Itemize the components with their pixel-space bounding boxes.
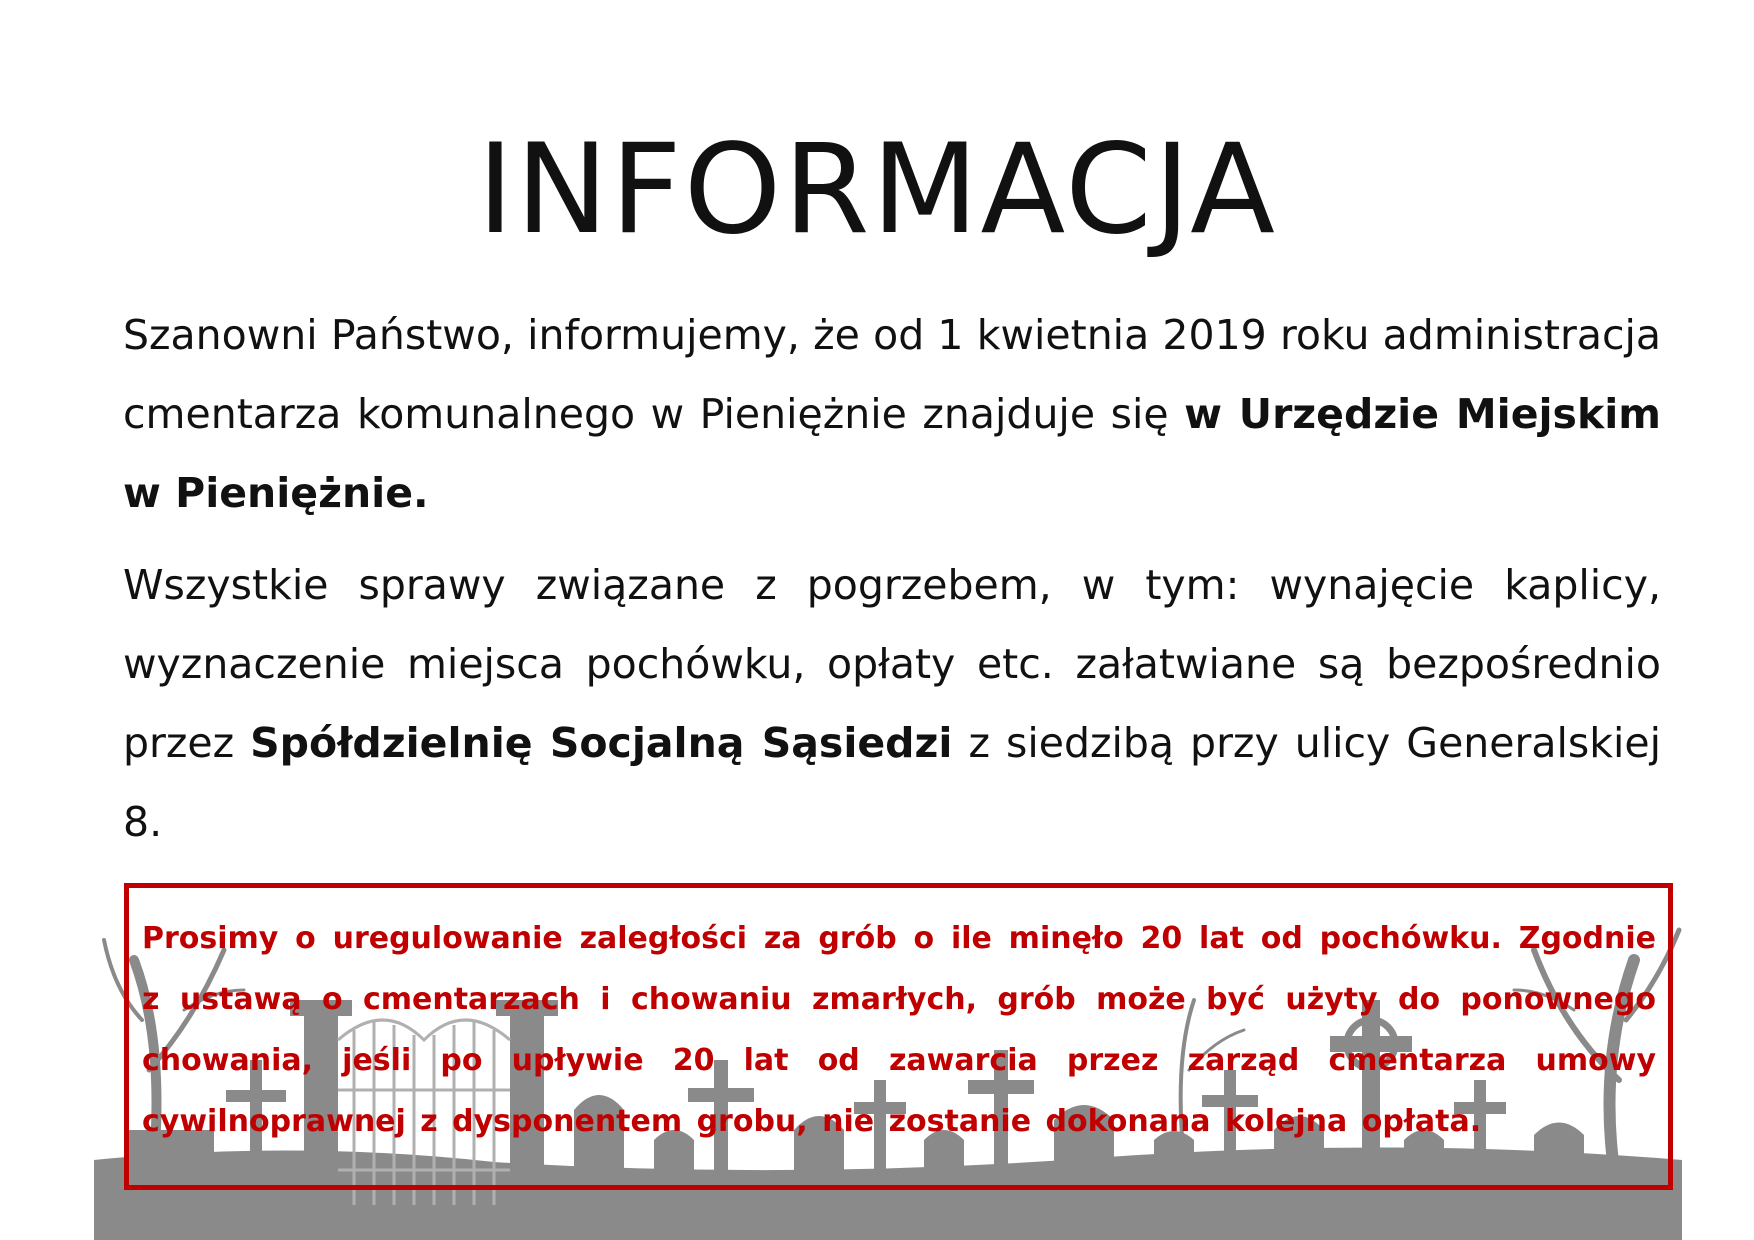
intro-paragraph bbox=[123, 296, 1661, 533]
payment-notice-box bbox=[124, 883, 1673, 1190]
address-text: z siedzibą przy ulicy Generalskiej 8. bbox=[123, 719, 1661, 846]
intro-text: Szanowni Państwo, informujemy, że od 1 kwietnia 2019 roku administracja cmentarza komunalnego w Pieniężnie znajduje się bbox=[123, 311, 1661, 438]
office-location: w Urzędzie Miejskim w Pieniężnie. bbox=[123, 390, 1661, 517]
matters-paragraph bbox=[123, 546, 1661, 862]
cooperative-name: Spółdzielnię Socjalną Sąsiedzi bbox=[250, 719, 953, 767]
matters-text: Wszystkie sprawy związane z pogrzebem, w tym: wynajęcie kaplicy, wyznaczenie miejsca pochówku, opłaty etc. załatwiane są bezpośrednio przez bbox=[123, 561, 1661, 767]
payment-notice-text: Prosimy o uregulowanie zaległości za grób o ile minęło 20 lat od pochówku. Zgodnie z ustawą o cmentarzach i chowaniu zmarłych, grób może być użyty do ponownego chowania, jeśli po upływie 20 lat od zawarcia przez zarząd cmentarza umowy cywilnoprawnej z dysponentem grobu, nie zostanie dokonana kolejna opłata. bbox=[142, 921, 1656, 1139]
page-title: INFORMACJA bbox=[477, 118, 1277, 262]
